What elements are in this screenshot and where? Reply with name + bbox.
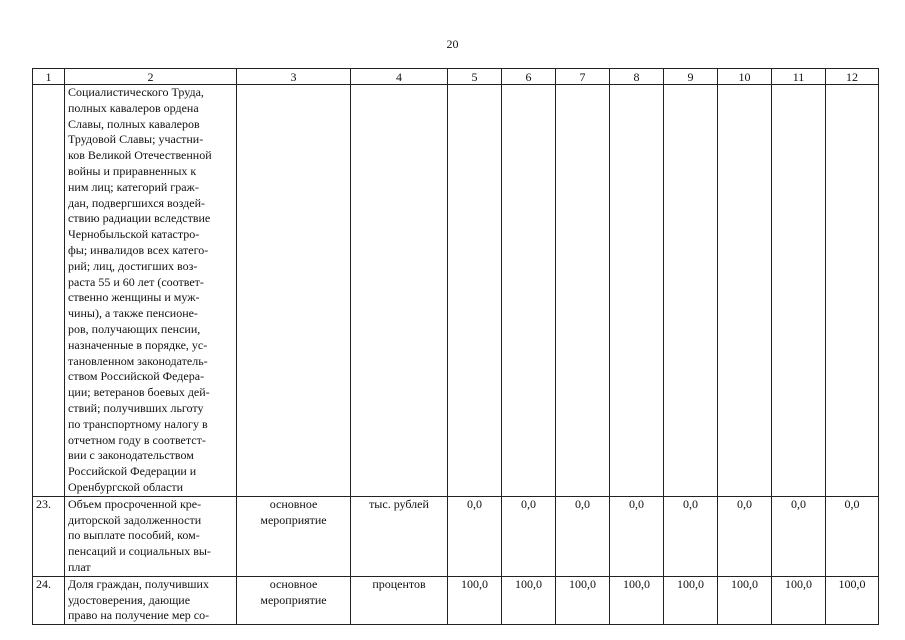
value-cell: 100,0 [502,576,556,624]
value-cell [826,85,879,497]
header-cell: 8 [610,69,664,85]
text-line: ствию радиации вследствие [68,211,211,226]
header-cell: 7 [556,69,610,85]
text-line: назначенные в порядке, ус- [68,337,208,352]
header-cell: 9 [664,69,718,85]
text-line: раста 55 и 60 лет (соответ- [68,274,204,289]
text-line: Оренбургской области [68,479,184,494]
text-line: право на получение мер со- [68,608,210,623]
indicator-name-cell [65,496,237,576]
header-cell: 5 [448,69,502,85]
value-cell: 0,0 [502,496,556,576]
value-cell: 0,0 [718,496,772,576]
text-line: Российской Федерации и [68,464,197,479]
text-line: ков Великой Отечественной [68,148,212,163]
value-cell [772,85,826,497]
text-line: чины), а также пенсионе- [68,306,198,321]
header-cell: 6 [502,69,556,85]
text-line: ственно женщины и муж- [68,290,200,305]
unit-cell: тыс. рублей [351,496,448,576]
header-cell: 10 [718,69,772,85]
value-cell [556,85,610,497]
header-cell: 3 [237,69,351,85]
text-line: Социалистического Труда, [68,85,204,99]
value-cell [664,85,718,497]
value-cell: 0,0 [826,496,879,576]
text-line: основное [269,496,318,511]
text-line: войны и приравненных к [68,163,197,178]
value-cell: 100,0 [556,576,610,624]
unit-cell [351,85,448,497]
text-line: Доля граждан, получивших [68,576,209,591]
measure-type-cell [237,576,351,624]
text-line: пенсаций и социальных вы- [68,544,211,559]
text-line: основное [269,576,318,591]
header-row [33,69,879,85]
text-line: тановленном законодатель- [68,353,208,368]
continuation-text-cell [65,85,237,497]
text-line: фы; инвалидов всех катего- [68,242,209,257]
text-line: ции; ветеранов боевых дей- [68,385,210,400]
value-cell [448,85,502,497]
type-cell [237,85,351,497]
page-number: 20 [446,37,459,51]
text-line: Славы, полных кавалеров [68,116,200,131]
value-cell [718,85,772,497]
text-line: дан, подвергшихся воздей- [68,195,205,210]
header-cell: 1 [33,69,65,85]
value-cell: 0,0 [772,496,826,576]
text-line: по транспортному налогу в [68,416,208,431]
text-line: диторской задолженности [68,512,202,527]
value-cell: 100,0 [718,576,772,624]
text-line: ствий; получивших льготу [68,400,204,415]
value-cell: 0,0 [664,496,718,576]
text-line: плат [68,559,91,574]
continuation-row [33,85,879,497]
text-line: Объем просроченной кре- [68,496,202,511]
value-cell: 100,0 [772,576,826,624]
header-cell: 2 [65,69,237,85]
indicator-name-cell [65,576,237,624]
indicators-table [32,68,879,625]
text-line: ров, получающих пенсии, [68,321,201,336]
value-cell: 100,0 [664,576,718,624]
text-line: ством Российской Федера- [68,369,205,384]
text-line: отчетном году в соответст- [68,432,206,447]
num-cell [33,85,65,497]
value-cell [502,85,556,497]
value-cell: 100,0 [448,576,502,624]
header-cell: 11 [772,69,826,85]
text-line: по выплате пособий, ком- [68,528,200,543]
value-cell: 100,0 [826,576,879,624]
row-number-cell: 23. [33,496,65,576]
text-line: рий; лиц, достигших воз- [68,258,198,273]
text-line: Трудовой Славы; участни- [68,132,204,147]
table-row [33,496,879,576]
value-cell: 0,0 [448,496,502,576]
unit-cell: процентов [351,576,448,624]
text-line: удостоверения, дающие [68,592,191,607]
text-line: ним лиц; категорий граж- [68,179,199,194]
text-line: мероприятие [260,592,327,607]
measure-type-cell [237,496,351,576]
text-line: мероприятие [260,512,327,527]
header-cell: 12 [826,69,879,85]
text-line: Чернобыльской катастро- [68,227,200,242]
header-cell: 4 [351,69,448,85]
table-row [33,576,879,624]
value-cell: 0,0 [610,496,664,576]
value-cell: 100,0 [610,576,664,624]
text-line: вии с законодательством [68,448,194,463]
row-number-cell: 24. [33,576,65,624]
value-cell [610,85,664,497]
text-line: полных кавалеров ордена [68,100,199,115]
value-cell: 0,0 [556,496,610,576]
